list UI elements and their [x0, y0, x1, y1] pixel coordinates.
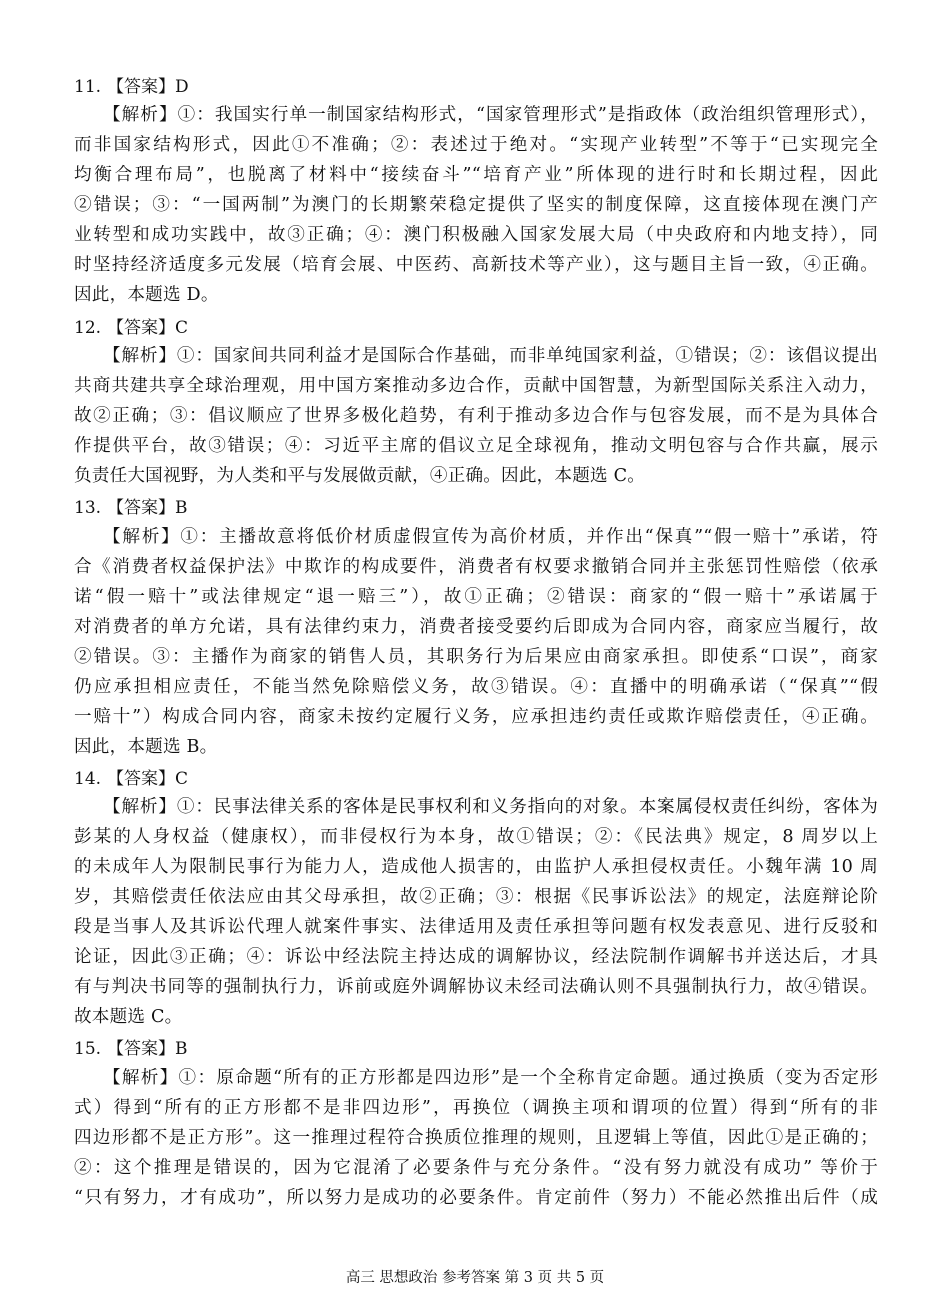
explanation-line: 诺“假一赔十”或法律规定“退一赔三”），故①正确；②错误：商家的“假一赔十”承诺属于 [74, 587, 878, 607]
question-13-header [74, 497, 188, 519]
question-number: 12. [74, 318, 102, 338]
question-number: 15. [74, 1039, 102, 1059]
explanation-line: 因此，本题选 D。 [74, 285, 219, 305]
explanation-line: 均衡合理布局”，也脱离了材料中“接续奋斗”“培育产业”所体现的进行时和长期过程，因此 [74, 165, 878, 185]
explanation-line: 作提供平台，故③错误；④：习近平主席的倡议立足全球视角，推动文明包容与合作共赢，展示 [74, 436, 878, 456]
question-14-header [74, 768, 188, 790]
explanation-line: 岁，其赔偿责任依法应由其父母承担，故②正确；③：根据《民事诉讼法》的规定，法庭辩论阶 [74, 887, 878, 907]
explanation-line: 【解析】①：我国实行单一制国家结构形式，“国家管理形式”是指政体（政治组织管理形式）， [103, 105, 878, 125]
explanation-line: ②错误。③：主播作为商家的销售人员，其职务行为后果应由商家承担。即使系“口误”，商家 [74, 647, 878, 667]
explanation-line: 而非国家结构形式，因此①不准确；②：表述过于绝对。“实现产业转型”不等于“已实现完全 [74, 135, 878, 155]
page-footer: 高三 思想政治 参考答案 第 3 页 共 5 页 [345, 1270, 605, 1286]
explanation-line: 对消费者的单方允诺，具有法律约束力，消费者接受要约后即成为合同内容，商家应当履行，故 [74, 617, 878, 637]
question-number: 13. [74, 498, 102, 518]
explanation-line: 业转型和成功实践中，故③正确；④：澳门积极融入国家发展大局（中央政府和内地支持），同 [74, 225, 878, 245]
explanation-line: 【解析】①：国家间共同利益才是国际合作基础，而非单纯国家利益，①错误；②：该倡议提出 [103, 346, 878, 366]
explanation-line: 故本题选 C。 [74, 1007, 183, 1027]
explanation-line: 的未成年人为限制民事行为能力人，造成他人损害的，由监护人承担侵权责任。小魏年满 10 周 [74, 857, 878, 877]
explanation-line: 有与判决书同等的强制执行力，诉前或庭外调解协议未经司法确认则不具强制执行力，故④错误。 [74, 977, 878, 997]
answer-label: 【答案】C [107, 318, 189, 338]
explanation-line: “只有努力，才有成功”，所以努力是成功的必要条件。肯定前件（努力）不能必然推出后件（成 [74, 1188, 878, 1208]
explanation-line: 故②正确；③：倡议顺应了世界多极化趋势，有利于推动多边合作与包容发展，而不是为具体合 [74, 406, 878, 426]
explanation-line: 一赔十”）构成合同内容，商家未按约定履行义务，应承担违约责任或欺诈赔偿责任，④正确。 [74, 707, 878, 727]
explanation-line: 仍应承担相应责任，不能当然免除赔偿义务，故③错误。④：直播中的明确承诺（“保真”“假 [74, 677, 878, 697]
question-11-header [74, 76, 189, 98]
question-15-header [74, 1038, 188, 1060]
explanation-line: 【解析】①：主播故意将低价材质虚假宣传为高价材质，并作出“保真”“假一赔十”承诺，符 [103, 527, 878, 547]
question-number: 14. [74, 769, 102, 789]
answer-label: 【答案】C [107, 769, 189, 789]
explanation-line: 四边形都不是正方形”。这一推理过程符合换质位推理的规则，且逻辑上等值，因此①是正确的； [74, 1128, 878, 1148]
explanation-line: 【解析】①：民事法律关系的客体是民事权利和义务指向的对象。本案属侵权责任纠纷，客体为 [103, 797, 878, 817]
explanation-line: ②：这个推理是错误的，因为它混淆了必要条件与充分条件。“没有努力就没有成功” 等价于 [74, 1158, 878, 1178]
answer-label: 【答案】B [107, 1039, 188, 1059]
explanation-line: 论证，因此③正确；④：诉讼中经法院主持达成的调解协议，经法院制作调解书并送达后，才具 [74, 947, 878, 967]
question-number: 11. [74, 77, 102, 97]
question-12-header [74, 317, 188, 339]
explanation-line: 因此，本题选 B。 [74, 737, 218, 757]
explanation-line: ②错误；③：“一国两制”为澳门的长期繁荣稳定提供了坚实的制度保障，这直接体现在澳门产 [74, 195, 878, 215]
explanation-line: 合《消费者权益保护法》中欺诈的构成要件，消费者有权要求撤销合同并主张惩罚性赔偿（依承 [74, 557, 878, 577]
explanation-line: 段是当事人及其诉讼代理人就案件事实、法律适用及责任承担等问题有权发表意见、进行反驳和 [74, 917, 878, 937]
explanation-line: 式）得到“所有的正方形都不是非四边形”，再换位（调换主项和谓项的位置）得到“所有的非 [74, 1098, 878, 1118]
explanation-line: 彭某的人身权益（健康权），而非侵权行为本身，故①错误；②：《民法典》规定，8 周岁以上 [74, 827, 878, 847]
explanation-line: 【解析】①：原命题“所有的正方形都是四边形”是一个全称肯定命题。通过换质（变为否定形 [103, 1068, 878, 1088]
explanation-line: 时坚持经济适度多元发展（培育会展、中医药、高新技术等产业），这与题目主旨一致，④正确。 [74, 255, 878, 275]
answer-label: 【答案】D [107, 77, 189, 97]
explanation-line: 共商共建共享全球治理观，用中国方案推动多边合作，贡献中国智慧，为新型国际关系注入动力， [74, 376, 878, 396]
explanation-line: 负责任大国视野，为人类和平与发展做贡献，④正确。因此，本题选 C。 [74, 466, 646, 486]
answer-label: 【答案】B [107, 498, 188, 518]
